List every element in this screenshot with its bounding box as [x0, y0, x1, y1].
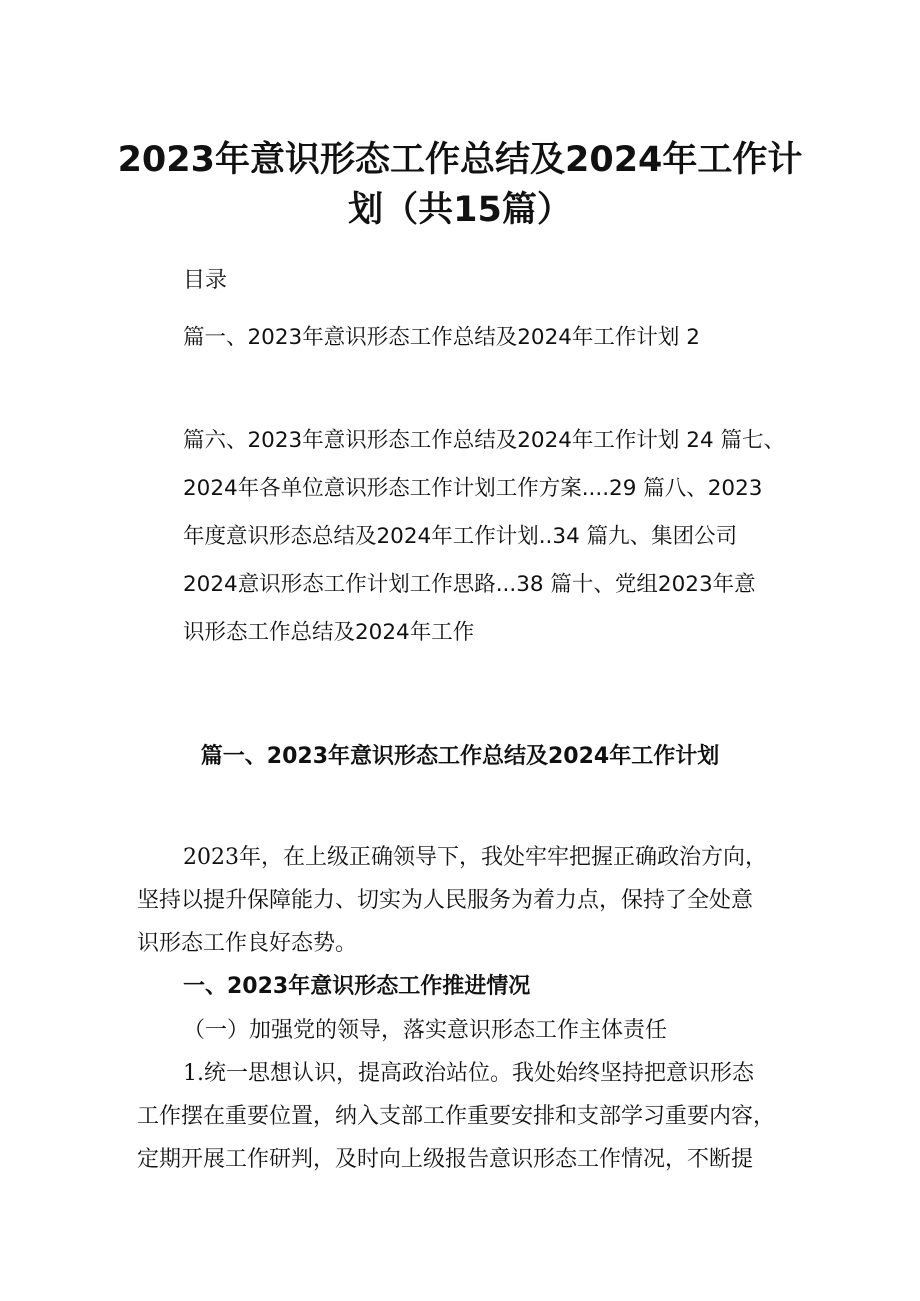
toc-paragraph-line: 篇六、2023年意识形态工作总结及2024年工作计划 24 篇七、 [183, 428, 785, 453]
toc-paragraph-line: 2024年各单位意识形态工作计划工作方案....29 篇八、2023 [183, 476, 763, 501]
document-title-line-2: 划（共15篇） [348, 190, 572, 230]
document-title-line-1: 2023年意识形态工作总结及2024年工作计 [117, 140, 803, 180]
body-paragraph-line: 坚持以提升保障能力、切实为人民服务为着力点，保持了全处意 [137, 888, 754, 913]
toc-entry-1: 篇一、2023年意识形态工作总结及2024年工作计划 2 [183, 325, 700, 350]
body-paragraph-line: 1.统一思想认识，提高政治站位。我处始终坚持把意识形态 [183, 1061, 754, 1086]
body-paragraph-line: 工作摆在重要位置，纳入支部工作重要安排和支部学习重要内容， [137, 1104, 776, 1129]
section-heading: 篇一、2023年意识形态工作总结及2024年工作计划 [200, 744, 720, 769]
body-paragraph-line: 识形态工作良好态势。 [137, 931, 358, 956]
toc-paragraph-line: 识形态工作总结及2024年工作 [183, 620, 475, 645]
subheading-1: 一、2023年意识形态工作推进情况 [183, 974, 531, 999]
subheading-2: （一）加强党的领导，落实意识形态工作主体责任 [183, 1018, 668, 1043]
body-paragraph-line: 定期开展工作研判，及时向上级报告意识形态工作情况，不断提 [137, 1147, 754, 1172]
toc-paragraph-line: 2024意识形态工作计划工作思路...38 篇十、党组2023年意 [183, 572, 756, 597]
toc-label: 目录 [183, 268, 228, 293]
toc-paragraph-line: 年度意识形态总结及2024年工作计划..34 篇九、集团公司 [183, 524, 738, 549]
body-paragraph-line: 2023年，在上级正确领导下，我处牢牢把握正确政治方向， [183, 845, 767, 870]
